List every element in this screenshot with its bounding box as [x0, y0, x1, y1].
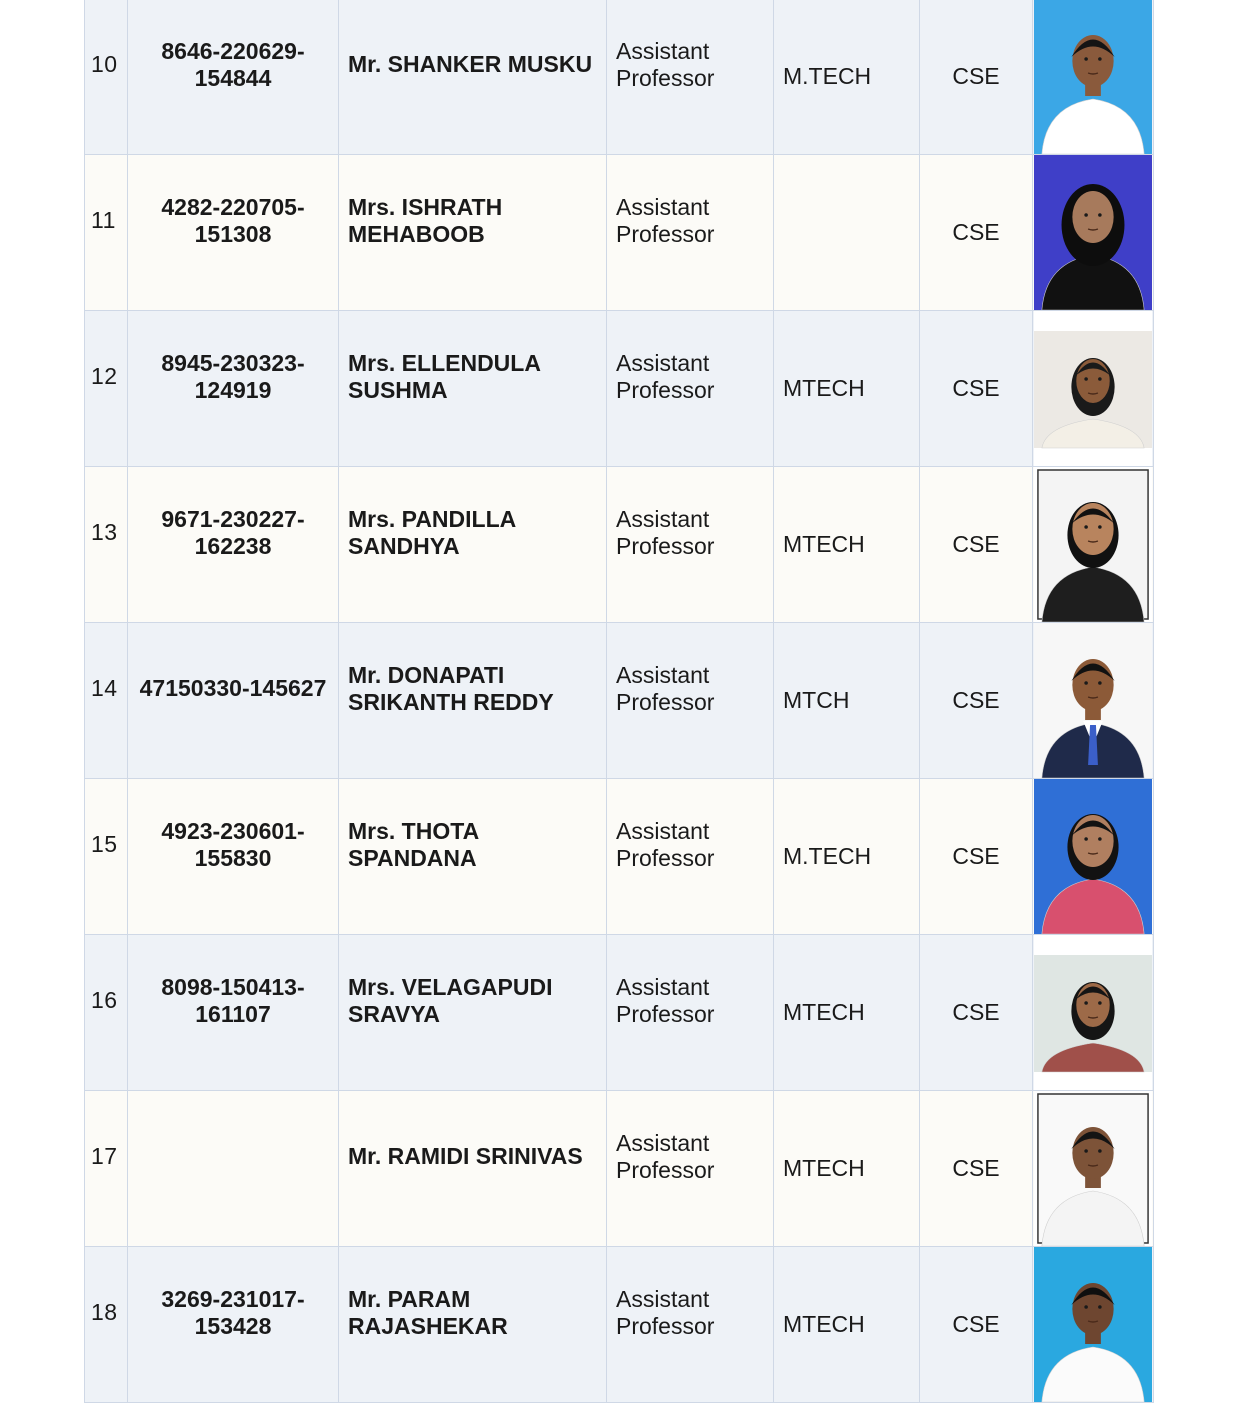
- designation-line1: Assistant: [616, 1285, 710, 1312]
- portrait-image: [1034, 311, 1152, 466]
- serial-number: 13: [91, 519, 118, 545]
- designation-cell: [607, 935, 774, 1091]
- designation-line1: Assistant: [616, 193, 710, 220]
- photo-cell: [1033, 1091, 1154, 1247]
- designation-line1: Assistant: [616, 661, 710, 688]
- faculty-id-line2: 153428: [194, 1312, 272, 1339]
- faculty-photo: [1034, 1091, 1152, 1246]
- qualification: M.TECH: [783, 63, 872, 89]
- department: CSE: [952, 375, 1000, 401]
- faculty-name-line2: SUSHMA: [348, 376, 448, 403]
- department-cell: [920, 311, 1033, 467]
- photo-cell: [1033, 467, 1154, 623]
- qualification-cell: [774, 311, 920, 467]
- photo-cell: [1033, 1247, 1154, 1403]
- designation-cell: [607, 155, 774, 311]
- faculty-name-line1: Mrs. THOTA: [348, 817, 480, 844]
- faculty-name-line2: SANDHYA: [348, 532, 460, 559]
- department-cell: [920, 779, 1033, 935]
- serial-number-cell: [85, 467, 128, 623]
- faculty-id-cell: [128, 623, 339, 779]
- faculty-photo: [1034, 1247, 1152, 1402]
- qualification-cell: [774, 623, 920, 779]
- faculty-name-line2: SRAVYA: [348, 1000, 441, 1027]
- serial-number: 18: [91, 1299, 118, 1325]
- faculty-name-cell: [339, 1247, 607, 1403]
- faculty-id-line1: 8646-220629-: [161, 37, 305, 64]
- faculty-id-line2: 154844: [194, 64, 272, 91]
- faculty-name-cell: [339, 1091, 607, 1247]
- portrait-image: [1034, 1247, 1152, 1402]
- faculty-name-line1: Mrs. ELLENDULA: [348, 349, 541, 376]
- portrait-image: [1034, 1091, 1152, 1246]
- faculty-id-line2: 124919: [194, 376, 272, 403]
- faculty-name-line1: Mr. SHANKER MUSKU: [348, 51, 593, 77]
- serial-number: 15: [91, 831, 118, 857]
- table-row: [85, 467, 1154, 623]
- faculty-name-cell: [339, 0, 607, 155]
- table-row: [85, 0, 1154, 155]
- designation-line2: Professor: [616, 688, 715, 715]
- faculty-name-line1: Mr. PARAM: [348, 1285, 471, 1312]
- designation-line1: Assistant: [616, 37, 710, 64]
- serial-number: 10: [91, 51, 118, 77]
- department: CSE: [952, 1311, 1000, 1337]
- qualification: MTECH: [783, 1311, 865, 1337]
- qualification: MTCH: [783, 687, 850, 713]
- faculty-id-cell: [128, 935, 339, 1091]
- faculty-photo: [1034, 779, 1152, 934]
- photo-cell: [1033, 155, 1154, 311]
- designation-line1: Assistant: [616, 973, 710, 1000]
- department: CSE: [952, 843, 1000, 869]
- designation-cell: [607, 623, 774, 779]
- photo-cell: [1033, 779, 1154, 935]
- serial-number-cell: [85, 935, 128, 1091]
- faculty-id-cell: [128, 467, 339, 623]
- table-row: [85, 155, 1154, 311]
- faculty-id-line2: 162238: [194, 532, 272, 559]
- faculty-photo: [1034, 311, 1152, 466]
- portrait-image: [1034, 779, 1152, 934]
- table-row: [85, 311, 1154, 467]
- qualification: MTECH: [783, 531, 865, 557]
- serial-number-cell: [85, 623, 128, 779]
- department: CSE: [952, 999, 1000, 1025]
- department-cell: [920, 155, 1033, 311]
- department-cell: [920, 935, 1033, 1091]
- designation-cell: [607, 467, 774, 623]
- designation-line1: Assistant: [616, 817, 710, 844]
- designation-line2: Professor: [616, 1312, 715, 1339]
- qualification-cell: [774, 0, 920, 155]
- serial-number: 11: [91, 207, 116, 233]
- designation-cell: [607, 1091, 774, 1247]
- faculty-name-line1: Mr. RAMIDI SRINIVAS: [348, 1143, 583, 1169]
- qualification: M.TECH: [783, 843, 872, 869]
- designation-cell: [607, 779, 774, 935]
- portrait-image: [1034, 467, 1152, 622]
- faculty-id-line1: 9671-230227-: [161, 505, 305, 532]
- faculty-table-body: [85, 0, 1154, 1403]
- designation-line2: Professor: [616, 1156, 715, 1183]
- designation-line1: Assistant: [616, 505, 710, 532]
- designation-line2: Professor: [616, 1000, 715, 1027]
- designation-line2: Professor: [616, 64, 715, 91]
- designation-cell: [607, 1247, 774, 1403]
- table-row: [85, 935, 1154, 1091]
- faculty-photo: [1034, 623, 1152, 778]
- portrait-image: [1034, 623, 1152, 778]
- qualification-cell: [774, 1247, 920, 1403]
- faculty-id-line1: 8098-150413-: [161, 973, 305, 1000]
- portrait-image: [1034, 155, 1152, 310]
- department-cell: [920, 0, 1033, 155]
- faculty-name-cell: [339, 779, 607, 935]
- department: CSE: [952, 63, 1000, 89]
- portrait-image: [1034, 0, 1152, 154]
- qualification-cell: [774, 779, 920, 935]
- faculty-name-cell: [339, 623, 607, 779]
- faculty-name-line2: SPANDANA: [348, 844, 477, 871]
- faculty-id-line2: 151308: [194, 220, 272, 247]
- serial-number-cell: [85, 155, 128, 311]
- faculty-name-cell: [339, 311, 607, 467]
- faculty-id-cell: [128, 779, 339, 935]
- designation-line2: Professor: [616, 844, 715, 871]
- serial-number: 12: [91, 363, 118, 389]
- serial-number: 16: [91, 987, 118, 1013]
- faculty-id-line1: 4282-220705-: [161, 193, 305, 220]
- designation-line1: Assistant: [616, 1129, 710, 1156]
- serial-number-cell: [85, 1247, 128, 1403]
- faculty-name-cell: [339, 467, 607, 623]
- qualification: MTECH: [783, 375, 865, 401]
- department: CSE: [952, 687, 1000, 713]
- faculty-photo: [1034, 935, 1152, 1090]
- designation-line1: Assistant: [616, 349, 710, 376]
- serial-number-cell: [85, 0, 128, 155]
- faculty-id-line1: 4923-230601-: [161, 817, 305, 844]
- faculty-id-cell: [128, 1247, 339, 1403]
- faculty-id-cell: [128, 311, 339, 467]
- faculty-name-line2: RAJASHEKAR: [348, 1312, 508, 1339]
- serial-number: 14: [91, 675, 118, 701]
- designation-cell: [607, 0, 774, 155]
- photo-cell: [1033, 311, 1154, 467]
- faculty-id-line1: 8945-230323-: [161, 349, 305, 376]
- faculty-photo: [1034, 155, 1152, 310]
- serial-number-cell: [85, 311, 128, 467]
- faculty-name-line1: Mrs. ISHRATH: [348, 193, 503, 220]
- designation-line2: Professor: [616, 532, 715, 559]
- qualification-cell: [774, 1091, 920, 1247]
- faculty-id-cell: [128, 1091, 339, 1247]
- faculty-id-cell: [128, 155, 339, 311]
- faculty-name-line1: Mrs. PANDILLA: [348, 505, 517, 532]
- faculty-name-cell: [339, 155, 607, 311]
- table-row: [85, 779, 1154, 935]
- department-cell: [920, 623, 1033, 779]
- department: CSE: [952, 531, 1000, 557]
- table-row: [85, 623, 1154, 779]
- faculty-photo: [1034, 467, 1152, 622]
- photo-cell: [1033, 0, 1154, 155]
- department-cell: [920, 1091, 1033, 1247]
- faculty-id-line2: 155830: [194, 844, 272, 871]
- designation-cell: [607, 311, 774, 467]
- faculty-name-line2: SRIKANTH REDDY: [348, 688, 554, 715]
- faculty-name-line1: Mrs. VELAGAPUDI: [348, 973, 553, 1000]
- faculty-id-line1: 3269-231017-: [161, 1285, 305, 1312]
- table-row: [85, 1247, 1154, 1403]
- department-cell: [920, 467, 1033, 623]
- serial-number-cell: [85, 1091, 128, 1247]
- qualification-cell: [774, 467, 920, 623]
- faculty-id-cell: [128, 0, 339, 155]
- portrait-image: [1034, 935, 1152, 1090]
- photo-cell: [1033, 935, 1154, 1091]
- department: CSE: [952, 1155, 1000, 1181]
- department-cell: [920, 1247, 1033, 1403]
- serial-number-cell: [85, 779, 128, 935]
- faculty-id-line2: 161107: [195, 1000, 271, 1027]
- faculty-id-line1: 47150330-145627: [139, 675, 327, 701]
- table-row: [85, 1091, 1154, 1247]
- designation-line2: Professor: [616, 376, 715, 403]
- faculty-photo: [1034, 0, 1152, 154]
- faculty-name-line2: MEHABOOB: [348, 220, 485, 247]
- serial-number: 17: [91, 1143, 118, 1169]
- department: CSE: [952, 219, 1000, 245]
- qualification: MTECH: [783, 1155, 865, 1181]
- qualification: MTECH: [783, 999, 865, 1025]
- faculty-name-line1: Mr. DONAPATI: [348, 661, 505, 688]
- qualification-cell: [774, 935, 920, 1091]
- photo-cell: [1033, 623, 1154, 779]
- qualification-cell: [774, 155, 920, 311]
- designation-line2: Professor: [616, 220, 715, 247]
- faculty-name-cell: [339, 935, 607, 1091]
- faculty-table: [84, 0, 1154, 1403]
